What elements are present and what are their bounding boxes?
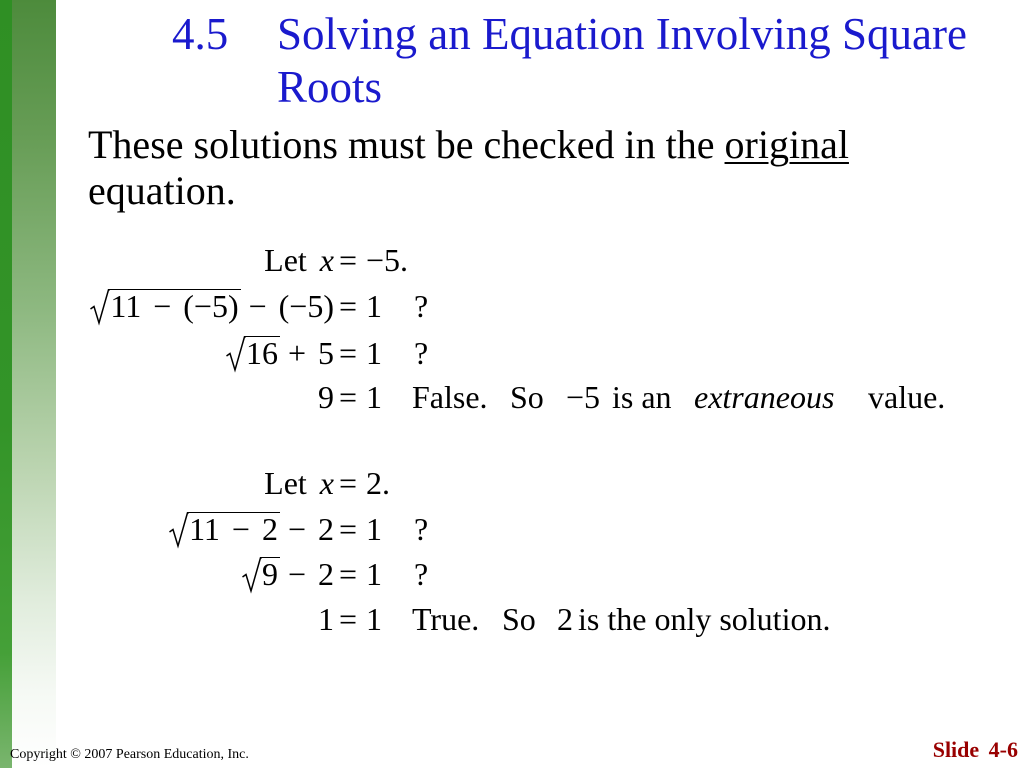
body-text-line-2: equation. <box>88 168 236 213</box>
result-rhs: 1 <box>366 601 382 637</box>
note-phrase: is the only solution. <box>578 601 831 637</box>
let-statement <box>0 240 1024 280</box>
slide-title-line-2: Roots <box>277 62 383 112</box>
verdict-true: True. <box>412 601 480 637</box>
let-value: −5. <box>366 242 409 278</box>
equals-sign: = <box>339 288 358 324</box>
equals-sign: = <box>339 242 358 278</box>
verdict-false: False. <box>412 379 488 415</box>
radical-sign <box>169 512 189 548</box>
result-lhs: 9 <box>318 379 334 415</box>
equation-result <box>0 377 1024 417</box>
equals-sign: = <box>339 601 358 637</box>
question-mark: ? <box>414 511 429 547</box>
radical-sign <box>242 557 262 593</box>
equation-step <box>0 286 1024 326</box>
note-ending: value. <box>868 379 946 415</box>
lhs-remainder: − (−5) <box>248 288 334 324</box>
radical-sign <box>90 289 110 325</box>
note-emphasis: extraneous <box>694 379 835 415</box>
equation-rhs: 1 <box>366 288 382 324</box>
equation-lhs <box>40 509 334 549</box>
equation-step <box>0 554 1024 594</box>
radical-sign <box>226 336 246 372</box>
underlined-word: original <box>724 122 849 167</box>
equation-rhs: 1 <box>366 556 382 592</box>
equation-lhs <box>40 286 334 326</box>
equation-result <box>0 599 1024 639</box>
body-text-line-1 <box>88 122 849 168</box>
let-word: Let <box>264 465 307 501</box>
let-statement <box>0 463 1024 503</box>
square-root <box>242 557 280 590</box>
radicand: 9 <box>261 556 278 592</box>
let-lhs <box>40 240 334 280</box>
equation-lhs <box>40 554 334 594</box>
note-phrase: is an <box>612 379 672 415</box>
equation-lhs <box>40 333 334 373</box>
section-number: 4.5 <box>172 9 229 59</box>
question-mark: ? <box>414 556 429 592</box>
square-root <box>90 289 240 322</box>
square-root <box>169 512 280 545</box>
radicand: 11 − (−5) <box>110 288 239 324</box>
result-rhs: 1 <box>366 379 382 415</box>
equation-step <box>0 509 1024 549</box>
note-so: So <box>510 379 544 415</box>
slide-number: Slide 4-6 <box>932 737 1018 762</box>
slide-title-line-1: Solving an Equation Involving Square <box>277 9 967 59</box>
note-value: −5 <box>566 379 601 415</box>
equals-sign: = <box>339 335 358 371</box>
note-value: 2 <box>557 601 573 637</box>
let-word: Let <box>264 242 307 278</box>
equation-rhs: 1 <box>366 335 382 371</box>
question-mark: ? <box>414 335 429 371</box>
lhs-remainder: + 5 <box>287 335 334 371</box>
copyright-notice: Copyright © 2007 Pearson Education, Inc. <box>10 747 249 762</box>
body-text: These solutions must be checked in the <box>88 122 715 167</box>
square-root <box>226 336 280 369</box>
equals-sign: = <box>339 379 358 415</box>
equals-sign: = <box>339 511 358 547</box>
let-lhs <box>40 463 334 503</box>
let-value: 2. <box>366 465 390 501</box>
lhs-remainder: − 2 <box>287 556 334 592</box>
equals-sign: = <box>339 465 358 501</box>
equation-step <box>0 333 1024 373</box>
result-lhs: 1 <box>318 601 334 637</box>
radicand: 16 <box>245 335 278 371</box>
lhs-remainder: − 2 <box>287 511 334 547</box>
variable-x: x <box>319 465 334 501</box>
equals-sign: = <box>339 556 358 592</box>
note-so: So <box>502 601 536 637</box>
radicand: 11 − 2 <box>189 511 278 547</box>
equation-rhs: 1 <box>366 511 382 547</box>
question-mark: ? <box>414 288 429 324</box>
variable-x: x <box>319 242 334 278</box>
